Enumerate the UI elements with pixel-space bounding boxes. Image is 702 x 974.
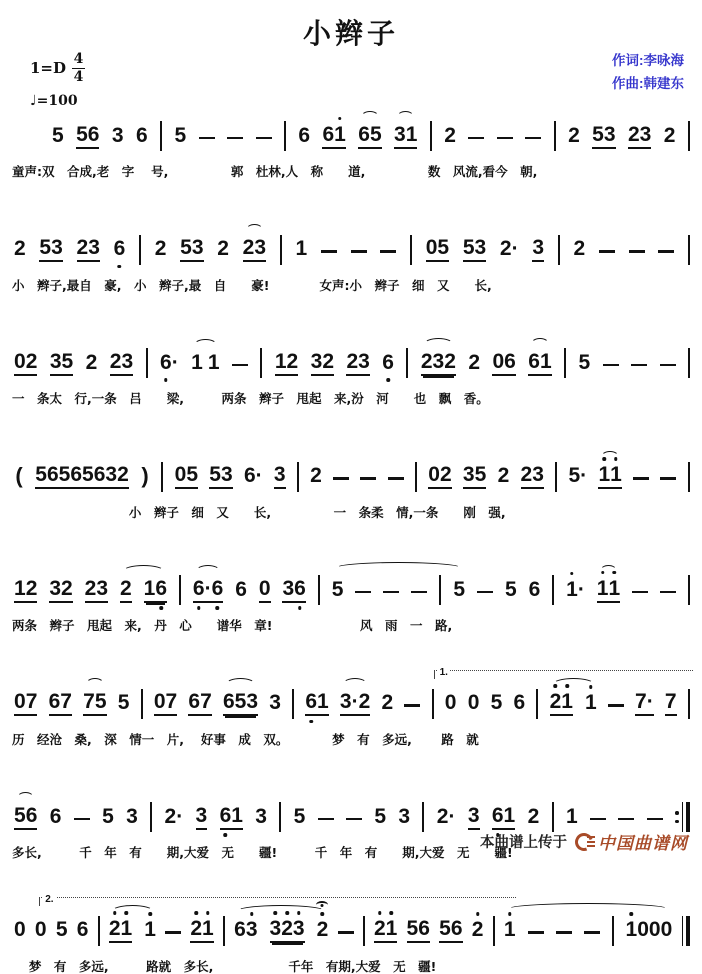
note-token: 1 1	[598, 464, 621, 489]
octave-dot-above	[113, 911, 117, 915]
note-token: 3	[111, 123, 124, 147]
dash-note	[199, 137, 215, 140]
notation-row	[12, 96, 692, 166]
slur-group	[243, 237, 266, 262]
dash-note	[631, 364, 647, 367]
time-numerator: 4	[73, 51, 84, 67]
lyrics-row: 童声:双 合成,老 字 号, 郭 杜林,人 称 道, 数 风流,看今 朝,	[12, 164, 538, 179]
volta-label: 2.	[45, 893, 54, 905]
note-token: 0	[14, 918, 26, 941]
key-label: 1=D	[30, 59, 67, 78]
note-token: 6 ·	[160, 352, 179, 375]
note-token: 1 ·	[566, 579, 585, 602]
barline	[98, 916, 100, 946]
barline	[430, 121, 432, 151]
octave-dot-below	[197, 606, 201, 610]
note-token: 0 2	[14, 351, 37, 376]
octave-dot-above	[570, 572, 574, 576]
dash-note	[632, 591, 648, 594]
note-token: 6 ·	[243, 464, 263, 487]
site-name: 中国曲谱网	[598, 834, 688, 854]
note-token: 0 2	[428, 464, 451, 489]
site-logo-link[interactable]	[575, 829, 688, 854]
note-token: 5 3	[39, 237, 62, 262]
slur-group	[340, 691, 370, 716]
octave-dot-below	[164, 378, 168, 382]
note-token: 2	[663, 123, 676, 147]
note-token: 3 2	[49, 578, 72, 603]
note-token: 5 6	[14, 805, 37, 830]
dash-note	[411, 591, 427, 594]
repeat-barline	[675, 802, 690, 832]
octave-dot-above	[613, 571, 617, 575]
slur-group	[550, 691, 597, 716]
note-token: 2	[573, 237, 586, 260]
barline	[554, 121, 556, 151]
dash-note	[528, 931, 544, 934]
note-token: 5 6	[439, 918, 462, 943]
barline	[284, 121, 286, 151]
slur-group	[394, 124, 417, 149]
note-token: 0 5	[426, 237, 449, 262]
note-token: 6 1	[528, 351, 551, 376]
note-token: 2	[468, 350, 480, 374]
note-token: 2 1	[374, 918, 397, 943]
octave-dot-above	[476, 912, 480, 916]
dash-note	[660, 477, 676, 480]
barline	[363, 916, 365, 946]
parenthesis: (	[15, 462, 23, 488]
lyrics-row: 多长, 千 年 有 期,大爱 无 疆! 千 年 有 期,大爱 无 疆!	[12, 845, 513, 860]
credits-block	[612, 50, 684, 96]
dash-note	[603, 364, 619, 367]
note-token: 1 2	[275, 351, 298, 376]
notation-row	[12, 323, 692, 393]
lyrics-row: 小 辫子,最自 豪, 小 辫子,最 自 豪! 女声:小 辫子 细 又 长,	[12, 277, 492, 293]
note-token: 1	[585, 692, 597, 715]
note-token: 5 6	[76, 124, 99, 149]
note-token: 2 3	[521, 464, 544, 489]
note-token: 5	[331, 577, 344, 601]
note-token: 3 2 3	[270, 918, 305, 943]
final-barline	[682, 916, 691, 946]
octave-dot-above	[603, 457, 607, 461]
dash-note	[74, 818, 90, 821]
barline	[536, 689, 538, 719]
barline	[612, 916, 614, 946]
dash-note	[165, 931, 181, 934]
dash-note	[608, 704, 624, 707]
barline	[292, 689, 294, 719]
note-token: 2 3	[346, 351, 369, 376]
slur-group	[504, 916, 672, 946]
note-token: 5 6	[407, 918, 430, 943]
dash-note	[338, 931, 354, 934]
slur-group	[120, 578, 167, 603]
octave-dot-above	[565, 684, 569, 688]
notation-row	[12, 550, 692, 620]
note-token: 5	[374, 804, 387, 828]
barline	[139, 235, 141, 265]
barline	[150, 802, 152, 832]
note-token: 6 7	[49, 691, 72, 716]
octave-dot-above	[338, 117, 342, 121]
note-token: 2 3	[243, 237, 266, 262]
lyrics-row: 小 辫子 细 又 长, 一 条柔 情,一条 刚 强,	[12, 504, 506, 520]
barline	[223, 916, 225, 946]
song-title: 小辫子	[302, 17, 399, 50]
note-token: 6 1	[322, 124, 345, 149]
slur-group	[83, 691, 106, 716]
barline	[432, 689, 434, 719]
note-token: 5	[293, 804, 306, 828]
dash-note	[346, 818, 362, 821]
note-token: 1 2	[14, 578, 37, 603]
dash-note	[658, 250, 674, 253]
octave-dot-above	[274, 911, 278, 915]
barline	[280, 235, 282, 265]
note-token: 3	[269, 691, 281, 714]
dash-note	[321, 250, 337, 253]
note-token: 3	[532, 237, 544, 262]
note-token: 3 5	[50, 351, 73, 376]
slur-group	[421, 351, 456, 376]
upload-text: 本曲谱上传于	[480, 835, 567, 851]
barline	[688, 462, 690, 492]
dash-note	[227, 137, 243, 140]
note-token: 5	[174, 123, 187, 147]
barline	[318, 575, 320, 605]
dash-note	[404, 704, 420, 707]
note-token: 5	[490, 691, 503, 714]
footer	[480, 829, 688, 854]
dash-note	[256, 137, 272, 140]
key-signature	[30, 52, 85, 85]
note-token: 3	[255, 804, 267, 828]
barline	[688, 121, 690, 151]
barline	[260, 348, 262, 378]
volta-bracket	[434, 666, 693, 679]
barline	[688, 348, 690, 378]
note-token: 5 6 5 6 5 6 3 2	[35, 464, 129, 489]
note-token: 2	[527, 804, 540, 828]
note-token: 2 1	[190, 918, 213, 943]
score-line-1	[12, 96, 692, 179]
note-token: 2	[85, 350, 98, 374]
note-token: 7 5	[83, 691, 106, 716]
dash-note	[556, 931, 572, 934]
note-token: 0	[259, 578, 271, 603]
note-token: 6 1	[492, 805, 515, 830]
note-token: 2	[217, 237, 229, 260]
octave-dot-below	[159, 606, 163, 610]
note-token: 5 3	[463, 237, 486, 262]
octave-dot-above	[508, 912, 512, 916]
note-token: 6 1	[305, 691, 328, 716]
barline	[410, 235, 412, 265]
dash-note	[318, 818, 334, 821]
octave-dot-above	[601, 571, 605, 575]
barline	[555, 462, 557, 492]
dash-note	[584, 931, 600, 934]
note-token: 0 5	[175, 464, 198, 489]
note-token: 2	[310, 464, 322, 487]
note-token: 6	[513, 691, 526, 714]
dash-note	[468, 137, 484, 140]
slur-group	[223, 691, 258, 716]
note-token: 6	[114, 238, 126, 261]
note-token: 2 ·	[436, 804, 456, 828]
note-token: 6	[235, 577, 247, 601]
note-token: 5 3	[592, 124, 615, 149]
note-token: 2	[444, 123, 456, 147]
volta-bracket	[39, 893, 516, 906]
note-token: 7 ·	[635, 691, 654, 716]
octave-dot-above	[194, 911, 198, 915]
note-token: 3	[196, 805, 208, 830]
score-line-4	[12, 437, 692, 520]
octave-dot-below	[386, 378, 390, 382]
notation-row	[12, 210, 692, 280]
note-token: 2 ·	[164, 804, 184, 828]
time-denominator: 4	[73, 69, 84, 86]
note-token: 5 3	[209, 464, 232, 489]
notation-row	[12, 437, 692, 507]
note-token: 2	[381, 691, 394, 714]
note-token: 5	[504, 577, 517, 601]
dash-note	[497, 137, 513, 140]
dash-note	[232, 364, 248, 367]
octave-dot-above	[206, 911, 210, 915]
barline	[493, 916, 495, 946]
note-token: 1 0 0 0	[626, 919, 673, 942]
note-token: 3 2	[311, 351, 334, 376]
note-token: 2	[14, 237, 26, 260]
barline	[297, 462, 299, 492]
note-token: 3	[468, 805, 480, 830]
barline	[552, 575, 554, 605]
note-token: 2	[497, 464, 510, 487]
octave-dot-above	[321, 912, 325, 916]
note-token: 2 3	[110, 351, 133, 376]
note-token: 5	[102, 804, 114, 828]
score-line-3	[12, 323, 692, 406]
slur-group	[358, 124, 381, 149]
note-token: 1	[295, 237, 308, 260]
lyrics-row: 梦 有 多远, 路就 多长, 千年 有期,大爱 无 疆!	[12, 958, 437, 974]
barline	[141, 689, 143, 719]
dash-note	[383, 591, 399, 594]
parenthesis: )	[141, 462, 149, 488]
dash-note	[360, 477, 376, 480]
note-token: 2 ·	[499, 237, 519, 260]
note-token: 5	[55, 918, 68, 941]
tempo-marking: ♩=100	[30, 92, 78, 109]
note-token: 0 7	[154, 691, 177, 716]
note-token: 2 3	[628, 124, 651, 149]
composer-credit: 作曲:韩建东	[612, 75, 684, 91]
dash-note	[660, 364, 676, 367]
octave-dot-above	[554, 684, 558, 688]
score-line-5	[12, 550, 692, 633]
score-line-6	[12, 664, 692, 747]
note-token: 6	[49, 804, 62, 828]
note-token: 2 3 2	[421, 351, 456, 376]
note-token: 0 6	[492, 351, 515, 376]
score-line-8	[12, 891, 692, 974]
note-token: 3 6	[282, 578, 305, 603]
octave-dot-below	[298, 606, 302, 610]
octave-dot-above	[125, 911, 129, 915]
note-token: 1 6	[144, 578, 167, 603]
lyrics-row: 一 条太 行,一条 吕 梁, 两条 辫子 甩起 来,汾 河 也 飘 香。	[12, 391, 489, 406]
dash-note	[660, 591, 676, 594]
note-token: 7	[665, 691, 677, 716]
note-token: 6	[136, 123, 148, 147]
barline	[439, 575, 441, 605]
score-line-2	[12, 210, 692, 293]
note-token: 6 · 6	[193, 578, 223, 603]
dash-note	[388, 477, 404, 480]
lyricist-credit: 作词:李咏海	[612, 53, 684, 68]
note-token: 0	[444, 691, 457, 714]
barline	[688, 689, 690, 719]
note-token: 2	[154, 237, 167, 260]
octave-dot-above	[614, 457, 618, 461]
note-token: 6	[76, 918, 89, 941]
note-token: 2 1	[109, 918, 132, 943]
note-token: 3 1	[394, 124, 417, 149]
slur-group	[14, 805, 37, 830]
slur-group	[109, 918, 156, 943]
note-token: 5 3	[180, 237, 203, 262]
note-token: 6 5	[358, 124, 381, 149]
note-token: 1 1	[191, 350, 220, 374]
barline	[564, 348, 566, 378]
time-signature	[72, 52, 85, 85]
octave-dot-below	[118, 265, 122, 269]
barline	[688, 575, 690, 605]
note-token: 6 7	[188, 691, 211, 716]
note-token: 6 5 3	[223, 691, 258, 716]
dash-note	[333, 477, 349, 480]
note-token: 6 3	[234, 919, 257, 942]
note-token: 3	[274, 464, 286, 489]
note-token: 2 1	[550, 691, 573, 716]
barline	[558, 235, 560, 265]
barline	[688, 235, 690, 265]
dash-note	[629, 250, 645, 253]
note-token: 1	[504, 919, 516, 942]
octave-dot-below	[309, 720, 313, 724]
slur-group	[191, 352, 219, 375]
dash-note	[647, 818, 663, 821]
octave-dot-below	[224, 833, 228, 837]
octave-dot-below	[216, 606, 220, 610]
note-token: 3 5	[463, 464, 486, 489]
barline	[146, 348, 148, 378]
note-token: 5	[578, 350, 591, 374]
note-token: 5 ·	[568, 464, 588, 487]
note-token: 5	[52, 123, 64, 147]
dash-note	[633, 477, 649, 480]
note-token: 6	[382, 352, 394, 375]
note-token: 6	[298, 123, 311, 147]
note-token: 1 1	[597, 578, 620, 603]
c-lines-icon	[572, 830, 596, 854]
dash-note	[618, 818, 634, 821]
note-token: 1	[144, 919, 156, 942]
note-token: 2	[120, 578, 132, 603]
note-token: 3	[398, 804, 411, 828]
dash-note	[380, 250, 396, 253]
octave-dot-above	[250, 912, 254, 916]
barline	[279, 802, 281, 832]
barline	[406, 348, 408, 378]
slur-group	[597, 578, 620, 603]
note-token: 0	[467, 691, 480, 714]
note-token: 3	[126, 804, 138, 828]
barline	[161, 462, 163, 492]
note-token: 2 3	[77, 237, 100, 262]
octave-dot-above	[630, 912, 634, 916]
slur-group	[234, 918, 328, 943]
octave-dot-above	[390, 911, 394, 915]
barline	[179, 575, 181, 605]
note-token: 6 1	[220, 805, 243, 830]
dash-note	[355, 591, 371, 594]
octave-dot-above	[589, 685, 593, 689]
note-token: 6	[528, 577, 541, 601]
barline	[415, 462, 417, 492]
note-token: 2	[472, 919, 484, 942]
slur-group	[598, 464, 621, 489]
note-token: 3 · 2	[340, 691, 370, 716]
note-token: 0 7	[14, 691, 37, 716]
volta-label: 1.	[439, 666, 448, 678]
octave-dot-above	[285, 911, 289, 915]
barline	[552, 802, 554, 832]
lyrics-row: 历 经沧 桑, 深 情一 片, 好事 成 双。 梦 有 多远, 路 就	[12, 731, 479, 747]
dash-note	[599, 250, 615, 253]
lyrics-row: 两条 辫子 甩起 来, 丹 心 谱华 章! 风 雨 一 路,	[12, 618, 453, 633]
octave-dot-above	[148, 912, 152, 916]
barline	[422, 802, 424, 832]
slur-group	[528, 351, 551, 376]
note-token: 2	[317, 919, 329, 942]
dash-note	[477, 591, 493, 594]
note-token: 2	[568, 123, 580, 147]
note-token: 2 3	[85, 578, 108, 603]
note-token: 1	[565, 804, 578, 828]
dash-note	[590, 818, 606, 821]
slur-group	[193, 578, 223, 603]
barline	[160, 121, 162, 151]
octave-dot-above	[378, 911, 382, 915]
octave-dot-above	[297, 911, 301, 915]
dash-note	[351, 250, 367, 253]
note-token: 5	[453, 577, 466, 601]
note-token: 5	[117, 691, 130, 714]
slur-group	[332, 575, 465, 605]
dash-note	[525, 137, 541, 140]
note-token: 0	[34, 918, 47, 941]
